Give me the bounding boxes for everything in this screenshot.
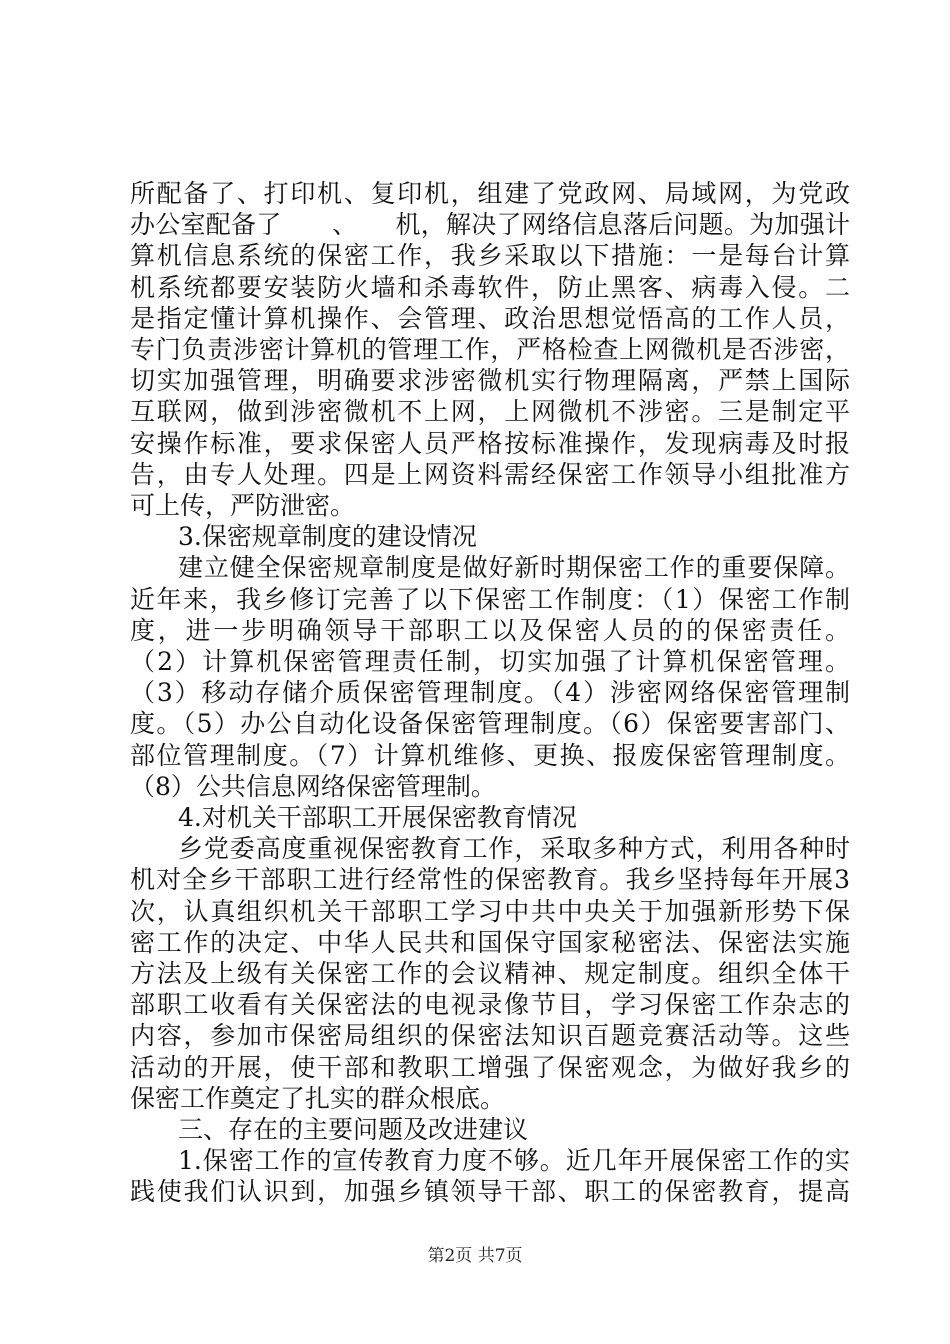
body-line: 1.保密工作的宣传教育力度不够。近几年开展保密工作的实 (178, 1146, 850, 1176)
body-line: （8）公共信息网络保密管理制。 (130, 771, 496, 801)
body-line: 机对全乡干部职工进行经常性的保密教育。我乡坚持每年开展3 (130, 865, 850, 895)
body-line: 度，进一步明确领导干部职工以及保密人员的的保密责任。 (130, 615, 850, 645)
body-line: 密工作的决定、中华人民共和国保守国家秘密法、保密法实施 (130, 927, 850, 957)
body-line: 次，认真组织机关干部职工学习中共中央关于加强新形势下保 (130, 896, 850, 926)
body-line: 部位管理制度。（7）计算机维修、更换、报废保密管理制度。 (130, 740, 850, 770)
body-line: 近年来，我乡修订完善了以下保密工作制度：（1）保密工作制 (130, 584, 850, 614)
body-line: 机系统都要安装防火墙和杀毒软件，防止黑客、病毒入侵。二 (130, 272, 850, 302)
body-line: 办公室配备了 、 机，解决了网络信息落后问题。为加强计 (130, 210, 850, 240)
body-line: 保密工作奠定了扎实的群众根底。 (130, 1083, 506, 1113)
body-line: 所配备了、打印机、复印机，组建了党政网、局域网，为党政 (130, 179, 850, 208)
section-heading: 3.保密规章制度的建设情况 (178, 522, 477, 552)
body-line: 算机信息系统的保密工作，我乡采取以下措施：一是每台计算 (130, 241, 850, 271)
body-line: 内容，参加市保密局组织的保密法知识百题竞赛活动等。这些 (130, 1021, 850, 1051)
section-heading: 三、存在的主要问题及改进建议 (178, 1115, 529, 1144)
body-line: （2）计算机保密管理责任制，切实加强了计算机保密管理。 (130, 647, 850, 676)
body-line: 方法及上级有关保密工作的会议精神、规定制度。组织全体干 (130, 959, 850, 988)
body-line: 安操作标准，要求保密人员严格按标准操作，发现病毒及时报 (130, 428, 850, 458)
body-line: 切实加强管理，明确要求涉密微机实行物理隔离，严禁上国际 (130, 366, 850, 396)
body-line: 部职工收看有关保密法的电视录像节目，学习保密工作杂志的 (130, 990, 850, 1020)
page-footer: 第2页 共7页 (427, 1246, 523, 1266)
body-line: 是指定懂计算机操作、会管理、政治思想觉悟高的工作人员， (130, 303, 850, 333)
body-line: 互联网，做到涉密微机不上网，上网微机不涉密。三是制定平 (130, 397, 850, 427)
body-line: 告，由专人处理。四是上网资料需经保密工作领导小组批准方 (130, 459, 850, 489)
body-line: 可上传，严防泄密。 (130, 491, 356, 520)
body-line: 专门负责涉密计算机的管理工作，严格检查上网微机是否涉密， (130, 335, 850, 364)
body-line: 建立健全保密规章制度是做好新时期保密工作的重要保障。 (178, 553, 850, 583)
body-line: 践使我们认识到，加强乡镇领导干部、职工的保密教育，提高 (130, 1177, 850, 1207)
body-line: 度。（5）办公自动化设备保密管理制度。（6）保密要害部门、 (130, 709, 850, 739)
body-line: 乡党委高度重视保密教育工作，采取多种方式，利用各种时 (178, 834, 850, 864)
body-line: （3）移动存储介质保密管理制度。（4）涉密网络保密管理制 (130, 678, 850, 708)
body-line: 活动的开展，使干部和教职工增强了保密观念，为做好我乡的 (130, 1052, 850, 1082)
section-heading: 4.对机关干部职工开展保密教育情况 (178, 803, 577, 832)
